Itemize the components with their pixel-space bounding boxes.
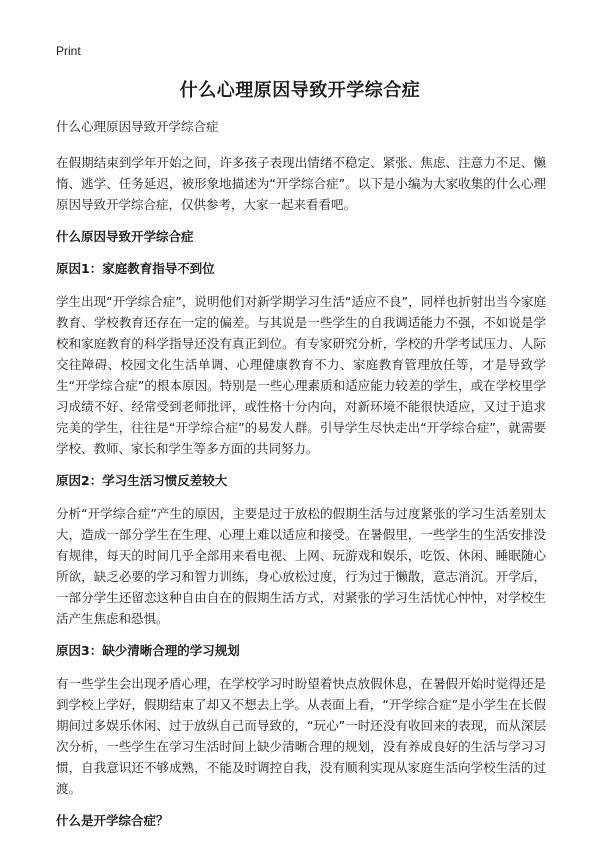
reason-3-paragraph: 有一些学生会出现矛盾心理，在学校学习时盼望着快点放假休息，在暑假开始时觉得还是到学校上学好，假期结束了却又不想去上学。从表面上看，“开学综合症”是小学生在长假期间过多娱乐休闲、过于放纵自己而导致的，“玩心”一时还没有收回来的表现，而从深层次分析，一些学生在学习生活时间上缺少清晰合理的规划，没有养成良好的生活与学习习惯，自我意识还不够成熟，不能及时调控自我，没有顺利实现从家庭生活向学校生活的过渡。 <box>56 676 546 796</box>
section-heading: 什么原因导致开学综合症 <box>56 229 194 244</box>
page-title: 什么心理原因导致开学综合症 <box>179 80 421 101</box>
print-link[interactable]: Print <box>56 44 81 58</box>
reason-2-paragraph: 分析“开学综合症”产生的原因，主要是过于放松的假期生活与过度紧张的学习生活差别太大，造成一部分学生在生理、心理上难以适应和接受。在暑假里，一些学生的生活安排没有规律，每天的时间几乎全部用来看电视、上网、玩游戏和娱乐，吃饭、休闲、睡眠随心所欲，缺乏必要的学习和智力训练，身心放松过度，行为过于懒散，意志消沉。开学后，一部分学生还留恋这种自由自在的假期生活方式，对紧张的学习生活忧心忡忡，对学校生活产生焦虑和恐惧。 <box>56 506 546 626</box>
article-subtitle: 什么心理原因导致开学综合症 <box>56 119 219 134</box>
reason-1-paragraph: 学生出现“开学综合症”，说明他们对新学期学习生活“适应不良”，同样也折射出当今家庭教育、学校教育还存在一定的偏差。与其说是一些学生的自我调适能力不强，不如说是学校和家庭教育的科学指导还没有真正到位。有专家研究分析，学校的升学考试压力、人际交往障碍、校园文化生活单调、心理健康教育不力、家庭教育管理放任等，才是导致学生“开学综合症”的根本原因。特别是一些心理素质和适应能力较差的学生，或在学校里学习成绩不好、经常受到老师批评，或性格十分内向，对新环境不能很快适应，又过于追求完美的学生，往往是“开学综合症”的易发人群。引导学生尽快走出“开学综合症”，就需要学校、教师、家长和学生等多方面的共同努力。 <box>56 294 546 456</box>
article-body <box>56 116 546 843</box>
reason-2-heading: 原因2：学习生活习惯反差较大 <box>56 473 228 488</box>
closing-heading: 什么是开学综合症？ <box>56 813 169 828</box>
reason-3-heading: 原因3：缺少清晰合理的学习规划 <box>56 643 240 658</box>
intro-paragraph: 在假期结束到学年开始之间，许多孩子表现出情绪不稳定、紧张、焦虑、注意力不足、懒惰、逃学、任务延迟，被形象地描述为“开学综合症”。以下是小编为大家收集的什么心理原因导致开学综合症，仅供参考，大家一起来看看吧。 <box>56 155 546 212</box>
reason-1-heading: 原因1：家庭教育指导不到位 <box>56 261 215 276</box>
